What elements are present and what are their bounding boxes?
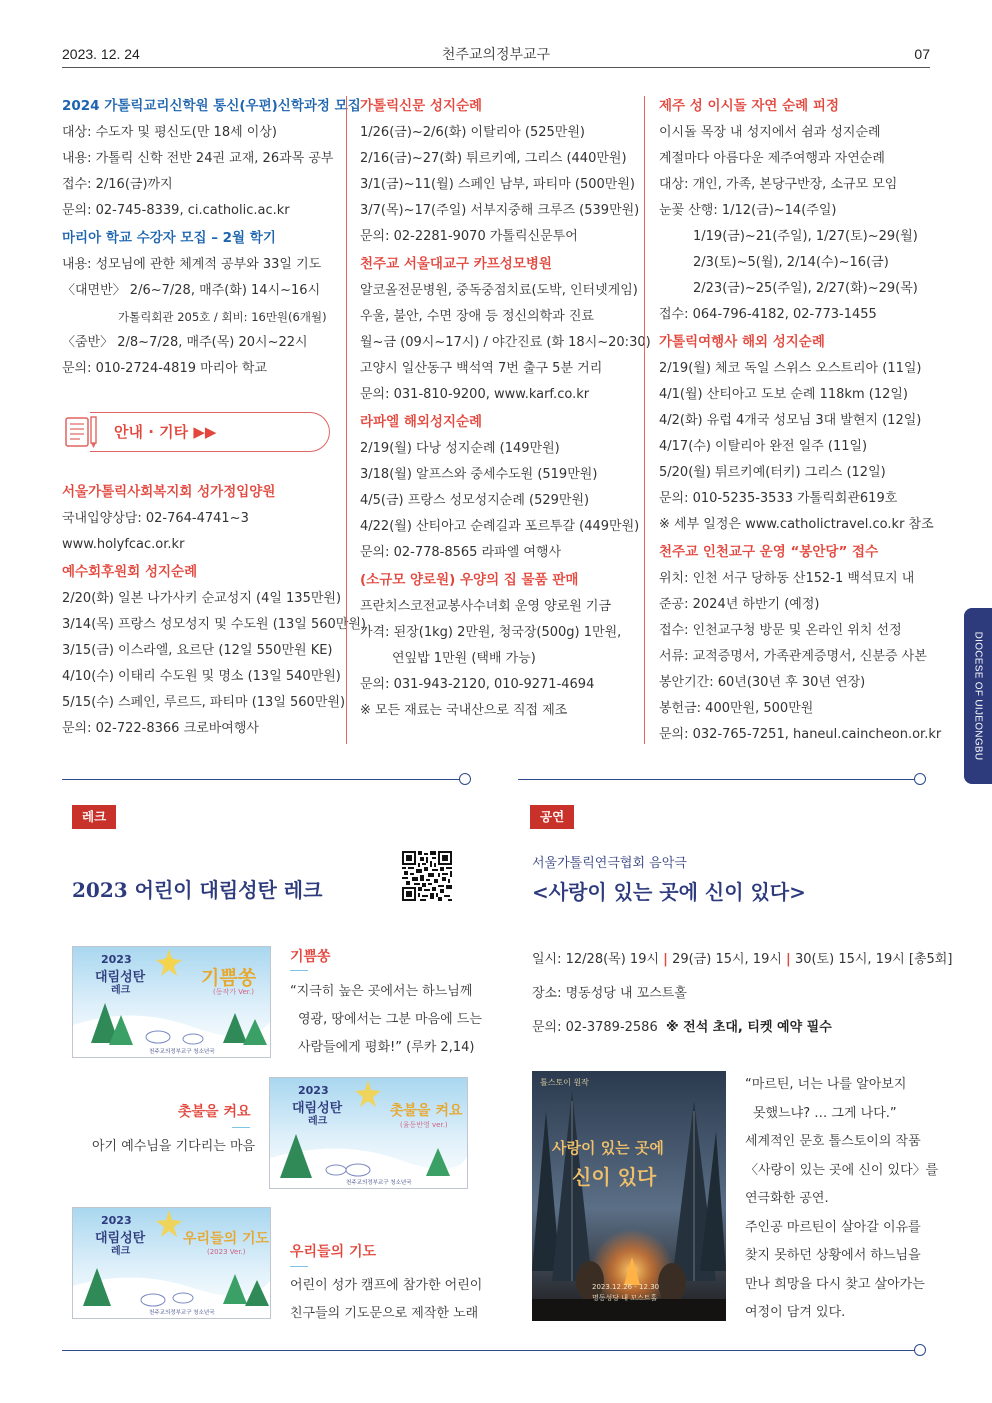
description-line: 〈사랑이 있는 곳에 신이 있다〉를	[745, 1162, 939, 1178]
song-underline	[232, 1127, 250, 1128]
poster-song-sub: (2023 Ver.)	[207, 1248, 246, 1256]
text-line: 고양시 일산동구 백석역 7번 출구 5분 거리	[360, 361, 603, 376]
text-line: 문의: 031-810-9200, www.karf.co.kr	[360, 387, 590, 402]
text-line: 2/20(화) 일본 나가사키 순교성지 (4일 135만원)	[62, 591, 342, 606]
section-title: 가톨릭여행사 해외 성지순례	[659, 334, 825, 350]
poster-title: 대림성탄	[95, 1231, 146, 1246]
performance-description	[745, 1071, 938, 1328]
text-line: 4/17(수) 이탈리아 완전 일주 (11일)	[659, 439, 868, 454]
reservation-note: ※ 전석 초대, 티켓 예약 필수	[666, 1020, 832, 1035]
schedule-part: 일시: 12/28(목) 19시	[532, 952, 660, 967]
text-line: 눈꽃 산행: 1/12(금)~14(주일)	[659, 203, 837, 218]
text-line: 봉헌금: 400만원, 500만원	[659, 701, 814, 716]
poster-song-sub: (율동반영 ver.)	[400, 1121, 448, 1129]
rec-title: 2023 어린이 대림성탄 레크	[72, 878, 323, 902]
rec-poster-1	[72, 946, 271, 1058]
text-line: www.holyfcac.or.kr	[62, 537, 185, 552]
text-line: 2/3(토)~5(월), 2/14(수)~16(금)	[693, 255, 889, 270]
poster-title: 대림성탄	[292, 1101, 343, 1116]
text-line: 3/14(목) 프랑스 성모성지 및 수도원 (13일 560만원)	[62, 617, 366, 632]
poster-song-sub: (동작가 Ver.)	[213, 988, 254, 996]
rec-poster-3	[72, 1207, 271, 1319]
text-line: 계절마다 아름다운 제주여행과 자연순례	[659, 151, 885, 166]
description-line: 만나 희망을 다시 찾고 살아가는	[745, 1276, 925, 1292]
text-line: 우울, 불안, 수면 장애 등 정신의학과 진료	[360, 309, 594, 324]
section-title: 가톨릭신문 성지순례	[360, 98, 483, 114]
text-line: 내용: 성모님에 관한 체계적 공부와 33일 기도	[62, 257, 322, 272]
description-line: 못했느냐? … 그게 나다.”	[753, 1105, 897, 1121]
poster-logo-text: 톨스토이 원작	[540, 1078, 589, 1087]
text-line: 월~금 (09시~17시) / 야간진료 (화 18시~20:30)	[360, 335, 651, 350]
text-line: 〈대면반〉 2/6~7/28, 매주(화) 14시~16시	[62, 283, 321, 298]
song-underline	[290, 1266, 308, 1267]
text-line: 3/18(월) 알프스와 중세수도원 (519만원)	[360, 467, 598, 482]
text-line: 국내입양상담: 02-764-4741~3	[62, 511, 249, 526]
section-title: (소규모 양로원) 우양의 집 물품 판매	[360, 572, 579, 588]
poster-footer: 천주교의정부교구 청소년국	[149, 1310, 215, 1316]
text-line: 1/19(금)~21(주일), 1/27(토)~29(월)	[693, 229, 918, 244]
column-1	[62, 92, 361, 382]
poster-year: 2023	[101, 953, 132, 966]
section-title: 2024 가톨릭교리신학원 통신(우편)신학과정 모집	[62, 98, 361, 114]
poster-year: 2023	[298, 1084, 329, 1097]
poster-footer: 천주교의정부교구 청소년국	[149, 1049, 215, 1055]
section-title: 천주교 서울대교구 카프성모병원	[360, 256, 552, 272]
column-divider	[644, 96, 645, 744]
section-title: 서울가톨릭사회복지회 성가정입양원	[62, 484, 276, 500]
publication-title: 천주교의정부교구	[441, 47, 551, 63]
text-line: 3/15(금) 이스라엘, 요르단 (12일 550만원 KE)	[62, 643, 333, 658]
text-line: 2/19(월) 체코 독일 스위스 오스트리아 (11일)	[659, 361, 922, 376]
side-section-tab	[964, 608, 992, 784]
text-line: 준공: 2024년 하반기 (예정)	[659, 597, 820, 612]
text-line: 대상: 개인, 가족, 본당구반장, 소규모 모임	[659, 177, 898, 192]
rec-tag: 레크	[72, 805, 116, 829]
text-line: 4/5(금) 프랑스 성모성지순례 (529만원)	[360, 493, 590, 508]
poster-subtitle: 레크	[308, 1116, 328, 1127]
text-line: 가격: 된장(1kg) 2만원, 청국장(500g) 1만원,	[360, 625, 622, 640]
contact-text: 문의: 02-3789-2586	[532, 1020, 658, 1035]
schedule-separator: |	[663, 952, 668, 967]
text-line: 3/1(금)~11(월) 스페인 남부, 파티마 (500만원)	[360, 177, 635, 192]
performance-contact	[532, 1016, 832, 1035]
header-divider	[62, 67, 930, 68]
song-underline	[290, 970, 308, 971]
description-line: 주인공 마르틴이 살아갈 이유를	[745, 1219, 921, 1235]
section-divider	[518, 779, 918, 780]
poster-title-line1: 사랑이 있는 곳에	[552, 1139, 664, 1157]
text-line: 대상: 수도자 및 평신도(만 18세 이상)	[62, 125, 277, 140]
divider-dot	[459, 773, 471, 785]
section-title: 제주 성 이시돌 자연 순례 피정	[659, 98, 839, 114]
poster-venue: 명동성당 내 꼬스트홀	[592, 1294, 658, 1302]
song-line: 영광, 땅에서는 그분 마음에 드는	[298, 1012, 482, 1027]
column-1-lower	[62, 478, 366, 742]
text-line: ※ 세부 일정은 www.catholictravel.co.kr 참조	[659, 517, 934, 532]
column-2	[360, 92, 651, 724]
song-description	[290, 1272, 482, 1328]
text-line: 3/7(목)~17(주일) 서부지중해 크루즈 (539만원)	[360, 203, 640, 218]
text-line: 4/10(수) 이태리 수도원 및 명소 (13일 540만원)	[62, 669, 341, 684]
poster-title-line2: 신이 있다	[572, 1165, 657, 1189]
section-title: 예수회후원회 성지순례	[62, 564, 198, 580]
text-line: 위치: 인천 서구 당하동 산152-1 백석묘지 내	[659, 571, 915, 586]
text-line: 문의: 010-2724-4819 마리아 학교	[62, 361, 268, 376]
section-divider	[62, 779, 462, 780]
poster-song-label: 촛불을 켜요	[390, 1103, 463, 1119]
text-line: 2/16(금)~27(화) 튀르키예, 그리스 (440만원)	[360, 151, 627, 166]
section-title: 라파엘 해외성지순례	[360, 414, 483, 430]
side-tab-label: DIOCESE OF UIJEONGBU	[972, 631, 984, 761]
issue-date: 2023. 12. 24	[62, 46, 140, 62]
text-line: 문의: 02-2281-9070 가톨릭신문투어	[360, 229, 578, 244]
text-line: 서류: 교적증명서, 가족관계증명서, 신분증 사본	[659, 649, 927, 664]
text-line: 4/22(월) 산티아고 순례길과 포르투갈 (449만원)	[360, 519, 640, 534]
text-line: 알코올전문병원, 중독중점치료(도박, 인터넷게임)	[360, 283, 638, 298]
poster-song-label: 기쁨쏭	[201, 967, 257, 989]
song-line: 사람들에게 평화!” (루카 2,14)	[298, 1040, 475, 1055]
section-title: 천주교 인천교구 운영 “봉안당” 접수	[659, 544, 879, 560]
song-line: 어린이 성가 캠프에 참가한 어린이	[290, 1278, 483, 1293]
text-line: 5/20(월) 튀르키예(터키) 그리스 (12일)	[659, 465, 886, 480]
song-title: 우리들의 기도	[290, 1244, 377, 1260]
divider-dot	[914, 773, 926, 785]
column-3	[659, 92, 949, 748]
text-line: 이시돌 목장 내 성지에서 쉼과 성지순례	[659, 125, 881, 140]
poster-song-label: 우리들의 기도	[183, 1231, 270, 1247]
divider-dot	[914, 1344, 926, 1356]
text-line: 가톨릭회관 205호 / 회비: 16만원(6개월)	[118, 310, 327, 324]
text-line: 문의: 010-5235-3533 가톨릭회관619호	[659, 491, 898, 506]
text-line: 2/23(금)~25(주일), 2/27(화)~29(목)	[693, 281, 918, 296]
notice-label: 안내 · 기타 ▶▶	[114, 423, 217, 441]
text-line: 접수: 2/16(금)까지	[62, 177, 173, 192]
text-line: 문의: 02-745-8339, ci.catholic.ac.kr	[62, 203, 290, 218]
text-line: 봉안기간: 60년(30년 후 30년 연장)	[659, 675, 866, 690]
column-divider	[346, 96, 347, 744]
section-title: 마리아 학교 수강자 모집 – 2월 학기	[62, 230, 276, 246]
play-poster	[532, 1071, 726, 1321]
description-line: 세계적인 문호 톨스토이의 작품	[745, 1134, 921, 1149]
page-number: 07	[914, 46, 930, 62]
description-line: 찾지 못하던 상황에서 하느님을	[745, 1248, 921, 1263]
song-line: 아기 예수님을 기다리는 마음	[92, 1139, 256, 1154]
performance-place: 장소: 명동성당 내 꼬스트홀	[532, 986, 687, 1001]
performance-schedule	[532, 948, 952, 967]
text-line: 5/15(수) 스페인, 루르드, 파티마 (13일 560만원)	[62, 695, 346, 710]
song-line: 친구들의 기도문으로 제작한 노래	[290, 1306, 479, 1321]
description-line: “마르틴, 너는 나를 알아보지	[745, 1077, 907, 1092]
poster-title: 대림성탄	[95, 970, 146, 985]
schedule-part: 30(토) 15시, 19시 [총5회]	[794, 952, 953, 967]
text-line: 4/2(화) 유럽 4개국 성모님 3대 발현지 (12일)	[659, 413, 922, 428]
schedule-separator: |	[786, 952, 791, 967]
text-line: 접수: 인천교구청 방문 및 온라인 위치 선정	[659, 623, 902, 638]
poster-footer: 천주교의정부교구 청소년국	[346, 1180, 412, 1186]
poster-dates: 2023.12.26 - 12.30	[592, 1283, 660, 1291]
schedule-part: 29(금) 15시, 19시	[672, 952, 782, 967]
text-line: 문의: 02-778-8565 라파엘 여행사	[360, 545, 562, 560]
description-line: 여정이 담겨 있다.	[745, 1305, 846, 1320]
text-line: 접수: 064-796-4182, 02-773-1455	[659, 307, 877, 322]
text-line: 연잎밥 1만원 (택배 가능)	[392, 651, 536, 666]
poster-subtitle: 레크	[111, 985, 131, 996]
notice-banner	[62, 412, 330, 452]
text-line: 문의: 032-765-7251, haneul.caincheon.or.kr	[659, 727, 942, 742]
rec-poster-2	[269, 1077, 468, 1189]
performance-title: <사랑이 있는 곳에 신이 있다>	[532, 880, 806, 904]
text-line: ※ 모든 재료는 국내산으로 직접 제조	[360, 703, 568, 718]
text-line: 프란치스코전교봉사수녀회 운영 양로원 기금	[360, 599, 611, 614]
text-line: 4/1(월) 산티아고 도보 순례 118km (12일)	[659, 387, 908, 402]
text-line: 문의: 031-943-2120, 010-9271-4694	[360, 677, 595, 692]
song-title: 기쁨쏭	[290, 949, 331, 965]
poster-subtitle: 레크	[111, 1246, 131, 1257]
song-description	[290, 978, 482, 1062]
text-line: 내용: 가톨릭 신학 전반 24권 교재, 26과목 공부	[62, 151, 334, 166]
text-line: 2/19(월) 다낭 성지순례 (149만원)	[360, 441, 560, 456]
text-line: 1/26(금)~2/6(화) 이탈리아 (525만원)	[360, 125, 585, 140]
description-line: 연극화한 공연.	[745, 1191, 829, 1206]
song-title: 촛불을 켜요	[178, 1104, 251, 1120]
text-line: 〈줌반〉 2/8~7/28, 매주(목) 20시~22시	[62, 335, 308, 350]
poster-year: 2023	[101, 1214, 132, 1227]
performance-tag: 공연	[530, 805, 574, 829]
song-line: “지극히 높은 곳에서는 하느님께	[290, 984, 473, 999]
footer-divider	[62, 1350, 918, 1351]
song-description	[92, 1133, 255, 1161]
performance-subtitle: 서울가톨릭연극협회 음악극	[532, 856, 687, 871]
qr-code-icon	[402, 851, 452, 901]
text-line: 문의: 02-722-8366 크로바여행사	[62, 721, 259, 736]
